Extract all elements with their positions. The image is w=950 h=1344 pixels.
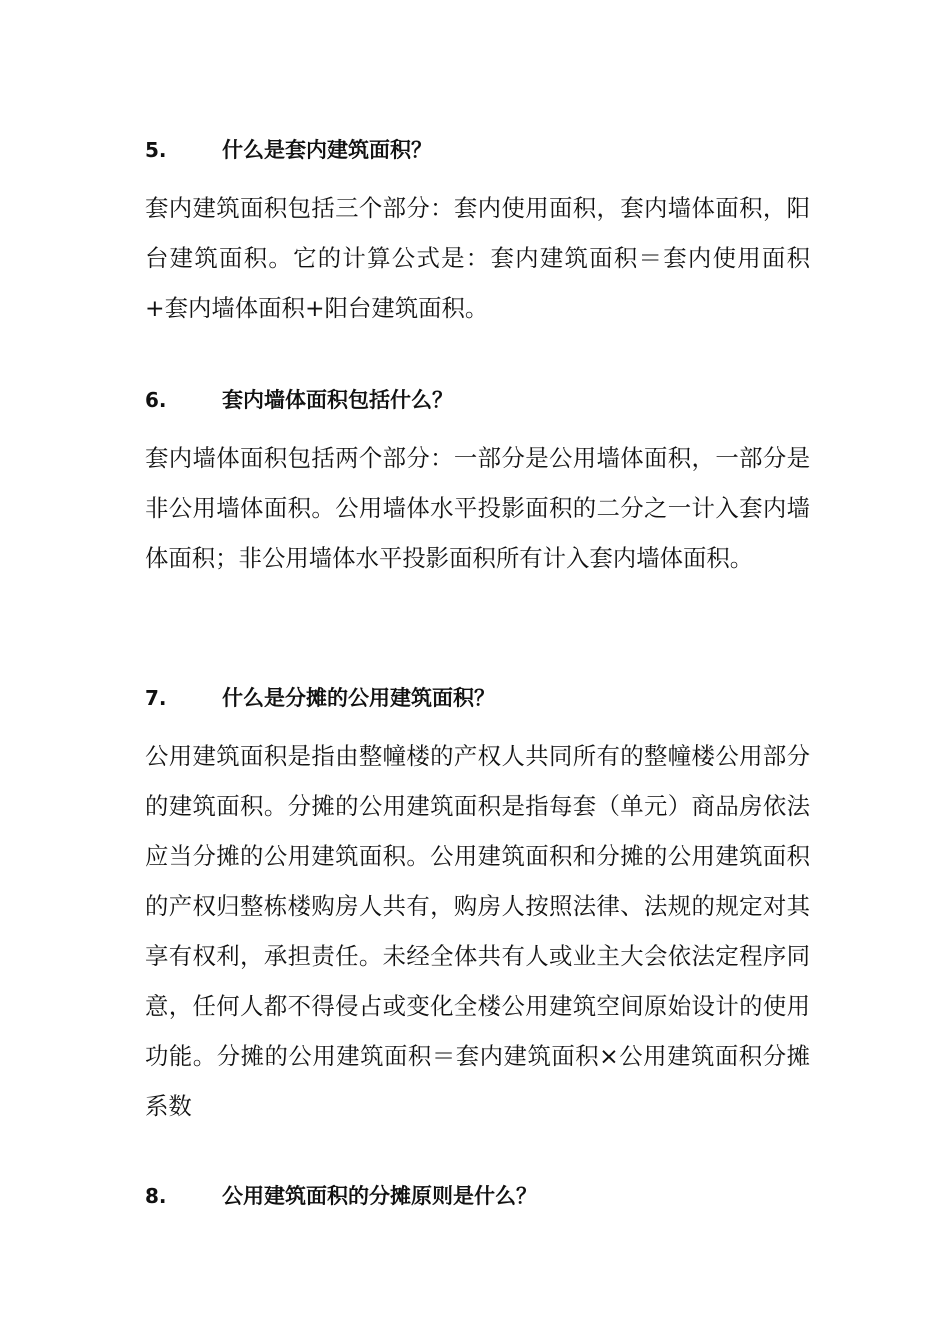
question-heading [145, 1179, 810, 1213]
question-text: 套内墙体面积包括什么？ [222, 388, 453, 412]
question-number: 8. [145, 1184, 167, 1208]
question-heading [145, 681, 810, 715]
question-heading [145, 133, 810, 167]
question-number: 5. [145, 138, 167, 162]
qa-section-5 [145, 133, 810, 333]
qa-section-7 [145, 681, 810, 1131]
answer-paragraph: 套内建筑面积包括三个部分：套内使用面积，套内墙体面积，阳台建筑面积。它的计算公式是：套内建筑面积＝套内使用面积+套内墙体面积+阳台建筑面积。 [145, 194, 810, 322]
question-text: 公用建筑面积的分摊原则是什么？ [222, 1184, 537, 1208]
question-text: 什么是分摊的公用建筑面积？ [222, 686, 495, 710]
answer-paragraph: 套内墙体面积包括两个部分：一部分是公用墙体面积，一部分是非公用墙体面积。公用墙体水平投影面积的二分之一计入套内墙体面积；非公用墙体水平投影面积所有计入套内墙体面积。 [145, 444, 810, 572]
answer-paragraph: 公用建筑面积是指由整幢楼的产权人共同所有的整幢楼公用部分的建筑面积。分摊的公用建筑面积是指每套（单元）商品房依法应当分摊的公用建筑面积。公用建筑面积和分摊的公用建筑面积的产权归整栋楼购房人共有，购房人按照法律、法规的规定对其享有权利，承担责任。未经全体共有人或业主大会依法定程序同意，任何人都不得侵占或变化全楼公用建筑空间原始设计的使用功能。分摊的公用建筑面积＝套内建筑面积×公用建筑面积分摊系数 [145, 742, 810, 1120]
qa-section-8 [145, 1179, 810, 1213]
question-text: 什么是套内建筑面积？ [222, 138, 432, 162]
question-number: 6. [145, 388, 167, 412]
question-heading [145, 383, 810, 417]
question-number: 7. [145, 686, 167, 710]
qa-section-6 [145, 383, 810, 583]
